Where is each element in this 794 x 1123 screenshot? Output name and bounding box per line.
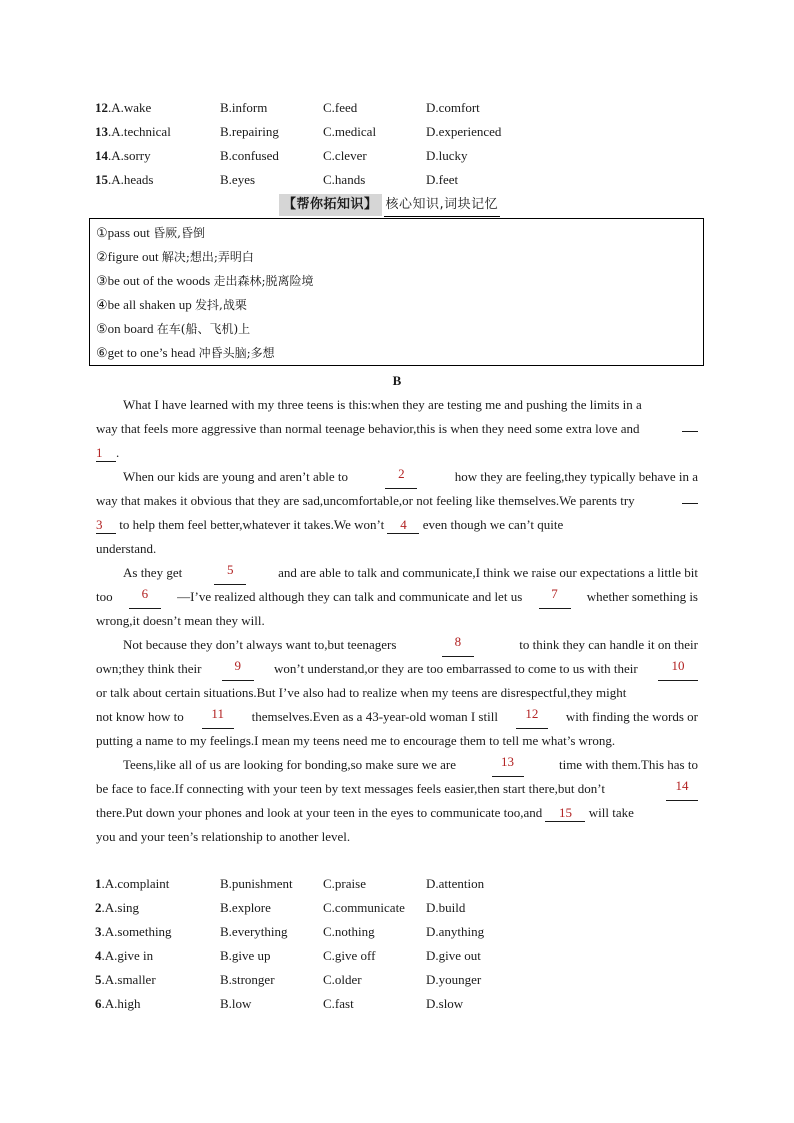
passage-line: 3 to help them feel better,whatever it takes.We won’t 4 even though we can’t quite	[96, 517, 564, 532]
option-row	[95, 120, 536, 144]
option-c: C.give off	[323, 948, 376, 963]
knowledge-item: ⑤on board 在车(船、飞机)上	[96, 321, 251, 336]
blank-15[interactable]: 15	[545, 804, 585, 822]
option-row	[95, 968, 536, 992]
option-b: B.explore	[220, 900, 271, 915]
knowledge-item: ②figure out 解决;想出;弄明白	[96, 249, 254, 264]
option-d: D.anything	[426, 924, 485, 939]
option-d: D.lucky	[426, 148, 468, 163]
option-c: C.medical	[323, 124, 377, 139]
passage-line: What I have learned with my three teens is this:when they are testing me and pushing the limits in a	[123, 397, 642, 412]
option-b: B.low	[220, 996, 252, 1011]
option-row	[95, 896, 536, 920]
passage-line: there.Put down your phones and look at your teen in the eyes to communicate too,and 15 will take	[96, 805, 634, 820]
passage-line: be face to face.If connecting with your teen by text messages feels easier,then start there,but don’t 14	[96, 777, 698, 801]
passage	[96, 393, 698, 849]
option-c: C.praise	[323, 876, 366, 891]
option-a: 4.A.give in	[95, 948, 154, 963]
option-d: D.attention	[426, 876, 485, 891]
blank-7[interactable]: 7	[539, 585, 571, 609]
passage-line: way that makes it obvious that they are sad,uncomfortable,or not feeling like themselves.We parents try	[96, 489, 698, 513]
passage-line: Not because they don’t always want to,but teenagers 8 to think they can handle it on their	[96, 633, 698, 657]
knowledge-box	[89, 218, 704, 366]
passage-line: too 6 —I’ve realized although they can talk and communicate and let us 7 whether something is	[96, 585, 698, 609]
option-row	[95, 944, 536, 968]
option-a: 12.A.wake	[95, 100, 152, 115]
option-row	[95, 168, 536, 192]
option-a: 14.A.sorry	[95, 148, 151, 163]
option-a: 6.A.high	[95, 996, 141, 1011]
blank-14[interactable]: 14	[666, 777, 698, 801]
option-b: B.inform	[220, 100, 268, 115]
option-a: 3.A.something	[95, 924, 172, 939]
option-a: 2.A.sing	[95, 900, 140, 915]
passage-line: wrong,it doesn’t mean they will.	[96, 613, 265, 628]
blank-line	[682, 489, 698, 504]
option-d: D.feet	[426, 172, 459, 187]
passage-line: you and your teen’s relationship to another level.	[96, 829, 351, 844]
section-title: B	[392, 373, 402, 388]
passage-line: putting a name to my feelings.I mean my teens need me to encourage them to tell me what’s wrong.	[96, 733, 616, 748]
option-b: B.confused	[220, 148, 279, 163]
blank-5[interactable]: 5	[214, 561, 246, 585]
option-d: D.slow	[426, 996, 464, 1011]
knowledge-item: ①pass out 昏厥,昏倒	[96, 225, 205, 240]
option-d: D.build	[426, 900, 466, 915]
knowledge-header	[279, 194, 500, 216]
knowledge-item: ④be all shaken up 发抖,战栗	[96, 297, 247, 312]
blank-3[interactable]: 3	[96, 516, 116, 534]
option-b: B.repairing	[220, 124, 279, 139]
option-b: B.give up	[220, 948, 271, 963]
blank-1[interactable]: 1	[96, 444, 116, 462]
passage-line: way that feels more aggressive than normal teenage behavior,this is when they need some extra love and	[96, 417, 698, 441]
option-row	[95, 872, 536, 896]
options-bottom	[95, 872, 536, 1016]
option-d: D.comfort	[426, 100, 480, 115]
option-a: 15.A.heads	[95, 172, 154, 187]
passage-line: understand.	[96, 541, 157, 556]
option-c: C.fast	[323, 996, 354, 1011]
option-b: B.everything	[220, 924, 288, 939]
blank-12[interactable]: 12	[516, 705, 548, 729]
option-row	[95, 96, 536, 120]
blank-11[interactable]: 11	[202, 705, 234, 729]
blank-6[interactable]: 6	[129, 585, 161, 609]
option-d: D.give out	[426, 948, 481, 963]
blank-10[interactable]: 10	[658, 657, 698, 681]
options-top	[95, 96, 536, 192]
passage-line: own;they think their 9 won’t understand,or they are too embarrassed to come to us with their 10	[96, 657, 698, 681]
option-b: B.punishment	[220, 876, 293, 891]
option-d: D.experienced	[426, 124, 502, 139]
option-c: C.clever	[323, 148, 367, 163]
knowledge-subtitle: 核心知识,词块记忆	[384, 194, 501, 217]
option-d: D.younger	[426, 972, 482, 987]
passage-line: not know how to 11 themselves.Even as a 43-year-old woman I still 12 with finding the words or	[96, 705, 698, 729]
knowledge-item: ③be out of the woods 走出森林;脱离险境	[96, 273, 314, 288]
option-a: 13.A.technical	[95, 124, 171, 139]
blank-line	[682, 417, 698, 432]
knowledge-item: ⑥get to one’s head 冲昏头脑;多想	[96, 345, 275, 360]
option-c: C.older	[323, 972, 362, 987]
option-b: B.eyes	[220, 172, 256, 187]
blank-2[interactable]: 2	[385, 465, 417, 489]
passage-line: Teens,like all of us are looking for bonding,so make sure we are 13 time with them.This has to	[96, 753, 698, 777]
option-row	[95, 920, 536, 944]
blank-13[interactable]: 13	[492, 753, 524, 777]
blank-9[interactable]: 9	[222, 657, 254, 681]
option-c: C.communicate	[323, 900, 405, 915]
option-b: B.stronger	[220, 972, 275, 987]
knowledge-label: 【帮你拓知识】	[279, 194, 382, 216]
passage-line: or talk about certain situations.But I’ve also had to realize when my teens are disrespectful,they might	[96, 685, 627, 700]
blank-4[interactable]: 4	[387, 516, 419, 534]
option-row	[95, 992, 536, 1016]
option-c: C.feed	[323, 100, 358, 115]
option-a: 1.A.complaint	[95, 876, 170, 891]
option-a: 5.A.smaller	[95, 972, 156, 987]
option-c: C.nothing	[323, 924, 375, 939]
option-c: C.hands	[323, 172, 366, 187]
passage-line: As they get 5 and are able to talk and communicate,I think we raise our expectations a little bit	[96, 561, 698, 585]
option-row	[95, 144, 536, 168]
blank-8[interactable]: 8	[442, 633, 474, 657]
passage-line: 1 .	[96, 445, 120, 460]
passage-line: When our kids are young and aren’t able to 2 how they are feeling,they typically behave in a	[96, 465, 698, 489]
